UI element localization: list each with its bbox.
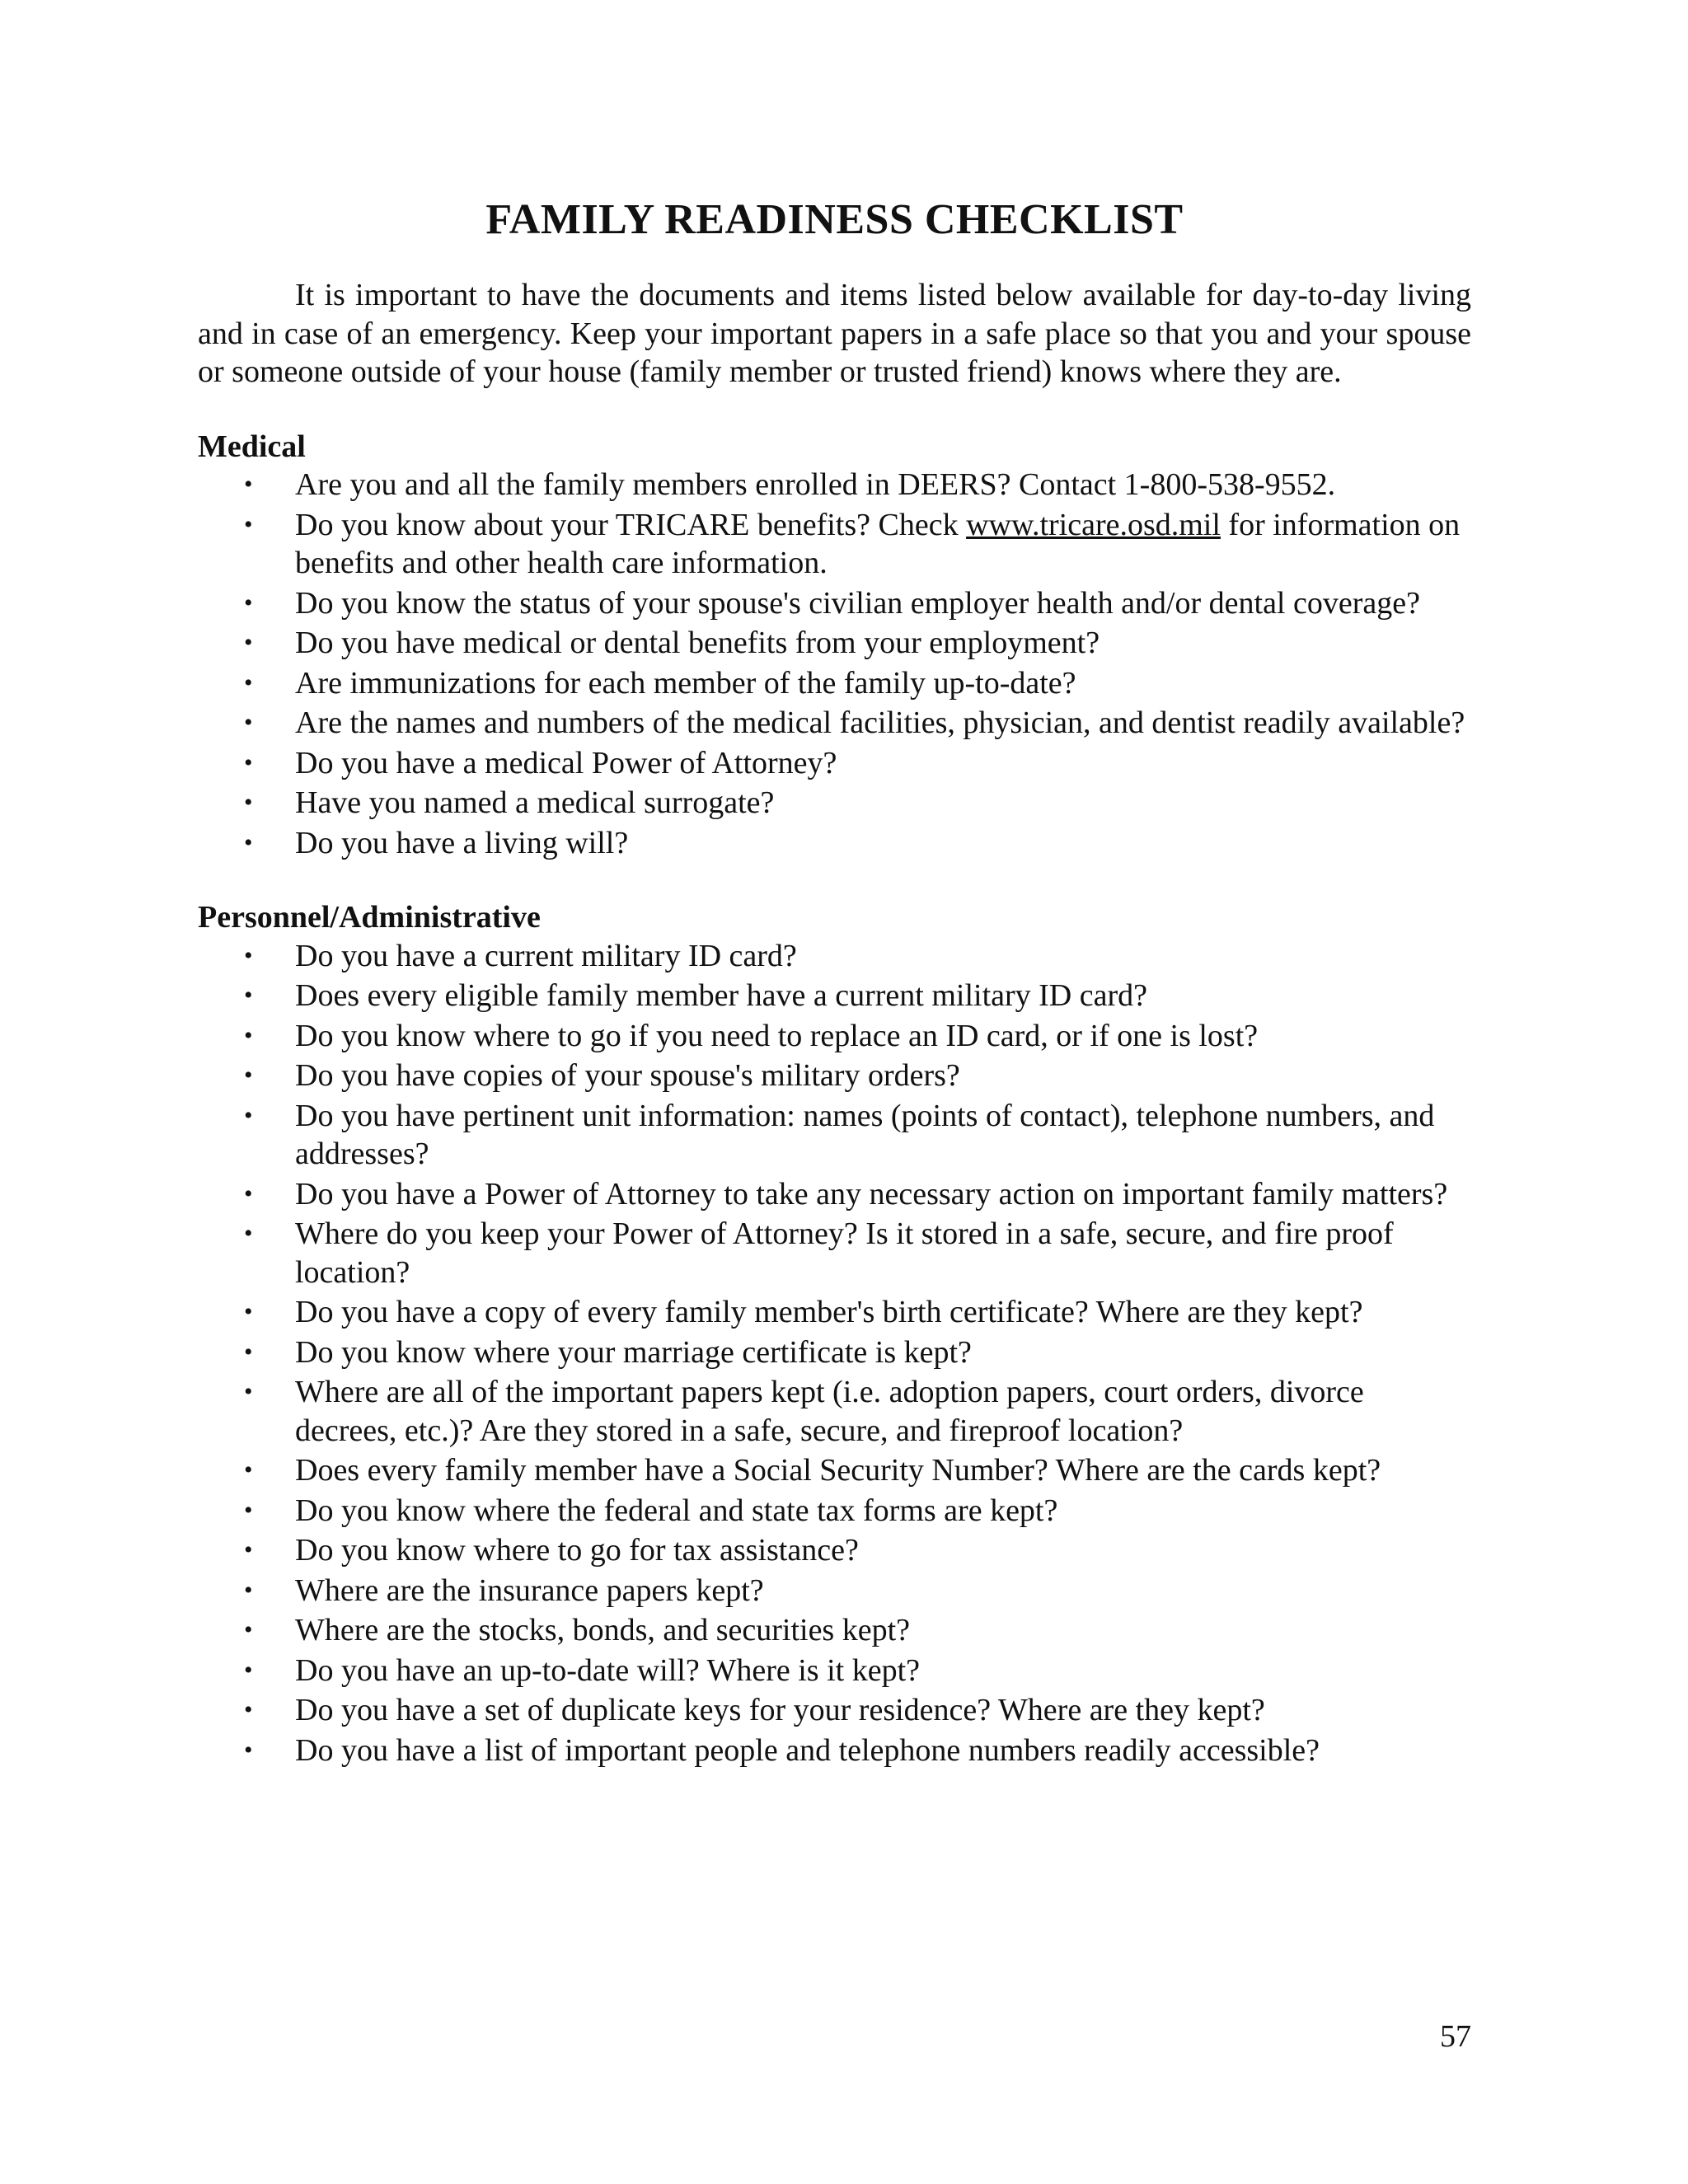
checklist-item: [198, 506, 1471, 583]
bullet-icon: •: [244, 1021, 253, 1049]
checklist-item-text: Do you have copies of your spouse's military orders?: [295, 1058, 960, 1093]
bullet-icon: •: [244, 1576, 253, 1604]
checklist-item: [198, 664, 1471, 703]
checklist-item-text: Do you have a living will?: [295, 825, 629, 860]
checklist-item-text: Have you named a medical surrogate?: [295, 785, 775, 820]
checklist-item: [198, 1215, 1471, 1291]
checklist-item: [198, 1572, 1471, 1610]
bullet-icon: •: [244, 1338, 253, 1366]
checklist-item: [198, 1333, 1471, 1372]
page-number: 57: [1440, 2019, 1471, 2054]
bullet-icon: •: [244, 748, 253, 776]
checklist-item: [198, 1017, 1471, 1056]
bullet-icon: •: [244, 1179, 253, 1207]
checklist-item: [198, 1057, 1471, 1095]
checklist-item-text: Are the names and numbers of the medical facilities, physician, and dentist readily available?: [295, 705, 1465, 740]
bullet-icon: •: [244, 1496, 253, 1524]
checklist-item: [198, 584, 1471, 623]
checklist-item-text: Do you know the status of your spouse's civilian employer health and/or dental coverage?: [295, 585, 1420, 621]
bullet-icon: •: [244, 629, 253, 656]
bullet-icon: •: [244, 1456, 253, 1483]
bullet-icon: •: [244, 828, 253, 856]
checklist-item-text: Are immunizations for each member of the family up-to-date?: [295, 665, 1076, 701]
tricare-website-link[interactable]: www.tricare.osd.mil: [966, 507, 1221, 542]
checklist-item-text: Where are the stocks, bonds, and securities kept?: [295, 1613, 911, 1647]
checklist-item: [198, 624, 1471, 663]
bullet-icon: •: [244, 1220, 253, 1247]
checklist-item-text: Do you have a set of duplicate keys for your residence? Where are they kept?: [295, 1693, 1265, 1727]
checklist-item-text: Are you and all the family members enrolled in DEERS? Contact 1-800-538-9552.: [295, 467, 1336, 502]
bullet-icon: •: [244, 982, 253, 1009]
checklist-item-text: Do you know about your TRICARE benefits? Check: [295, 507, 967, 542]
personnel-checklist: [198, 937, 1471, 1770]
document-page: [198, 194, 1471, 1806]
bullet-icon: •: [244, 1656, 253, 1684]
bullet-icon: •: [244, 1536, 253, 1563]
bullet-icon: •: [244, 1298, 253, 1325]
bullet-icon: •: [244, 668, 253, 696]
checklist-item: [198, 977, 1471, 1015]
bullet-icon: •: [244, 709, 253, 736]
checklist-item-text: Where are all of the important papers kept (i.e. adoption papers, court orders, divorce decrees, etc.)? Are they stored in a safe, secure, and fireproof location?: [295, 1375, 1364, 1448]
checklist-item-text: Do you have a list of important people and telephone numbers readily accessible?: [295, 1732, 1320, 1768]
checklist-item: [198, 1492, 1471, 1530]
section-heading-personnel: Personnel/Administrative: [198, 900, 541, 935]
checklist-item: [198, 1175, 1471, 1214]
checklist-item-text: for information on benefits and other health care information.: [295, 507, 1461, 580]
intro-paragraph: It is important to have the documents and items listed below available for day-to-day living and in case of an emergency. Keep your important papers in a safe place so that you and your spouse or someone outside of your house (family member or trusted friend) knows where they are.: [198, 278, 1471, 389]
checklist-item-text: Do you know where the federal and state tax forms are kept?: [295, 1493, 1058, 1528]
checklist-item-text: Do you have medical or dental benefits from your employment?: [295, 626, 1100, 660]
bullet-icon: •: [244, 941, 253, 969]
checklist-item-text: Do you have an up-to-date will? Where is it kept?: [295, 1652, 920, 1688]
bullet-icon: •: [244, 510, 253, 538]
bullet-icon: •: [244, 1736, 253, 1764]
checklist-item: [198, 1732, 1471, 1770]
checklist-item-text: Does every family member have a Social Security Number? Where are the cards kept?: [295, 1453, 1381, 1488]
checklist-item: [198, 824, 1471, 863]
checklist-item-text: Do you have a current military ID card?: [295, 938, 797, 973]
page-title: FAMILY READINESS CHECKLIST: [485, 196, 1184, 243]
bullet-icon: •: [244, 588, 253, 616]
checklist-item-text: Do you know where to go for tax assistance?: [295, 1533, 859, 1568]
bullet-icon: •: [244, 789, 253, 816]
checklist-item: [198, 744, 1471, 783]
bullet-icon: •: [244, 1062, 253, 1089]
checklist-item-text: Do you have a copy of every family member's birth certificate? Where are they kept?: [295, 1295, 1363, 1329]
bullet-icon: •: [244, 1101, 253, 1129]
checklist-item-text: Where are the insurance papers kept?: [295, 1572, 764, 1608]
checklist-item: [198, 1373, 1471, 1450]
checklist-item: [198, 466, 1471, 504]
checklist-item: [198, 784, 1471, 823]
checklist-item-text: Do you have a medical Power of Attorney?: [295, 745, 837, 780]
bullet-icon: •: [244, 1378, 253, 1405]
medical-checklist: [198, 466, 1471, 862]
checklist-item: [198, 1531, 1471, 1570]
checklist-item: [198, 937, 1471, 976]
checklist-item: [198, 704, 1471, 743]
section-heading-medical: Medical: [198, 429, 306, 464]
bullet-icon: •: [244, 471, 253, 498]
checklist-item-text: Do you know where to go if you need to replace an ID card, or if one is lost?: [295, 1018, 1259, 1053]
bullet-icon: •: [244, 1696, 253, 1723]
checklist-item: [198, 1652, 1471, 1690]
checklist-item-text: Where do you keep your Power of Attorney? Is it stored in a safe, secure, and fire proof location?: [295, 1216, 1394, 1290]
checklist-item-text: Do you have a Power of Attorney to take any necessary action on important family matters?: [295, 1176, 1448, 1212]
checklist-item: [198, 1611, 1471, 1650]
checklist-item-text: Do you know where your marriage certificate is kept?: [295, 1334, 972, 1370]
checklist-item: [198, 1691, 1471, 1730]
checklist-item: [198, 1097, 1471, 1174]
checklist-item: [198, 1451, 1471, 1490]
bullet-icon: •: [244, 1616, 253, 1643]
checklist-item-text: Does every eligible family member have a current military ID card?: [295, 978, 1147, 1013]
checklist-item: [198, 1293, 1471, 1332]
checklist-item-text: Do you have pertinent unit information: names (points of contact), telephone numbers, and addresses?: [295, 1098, 1435, 1171]
